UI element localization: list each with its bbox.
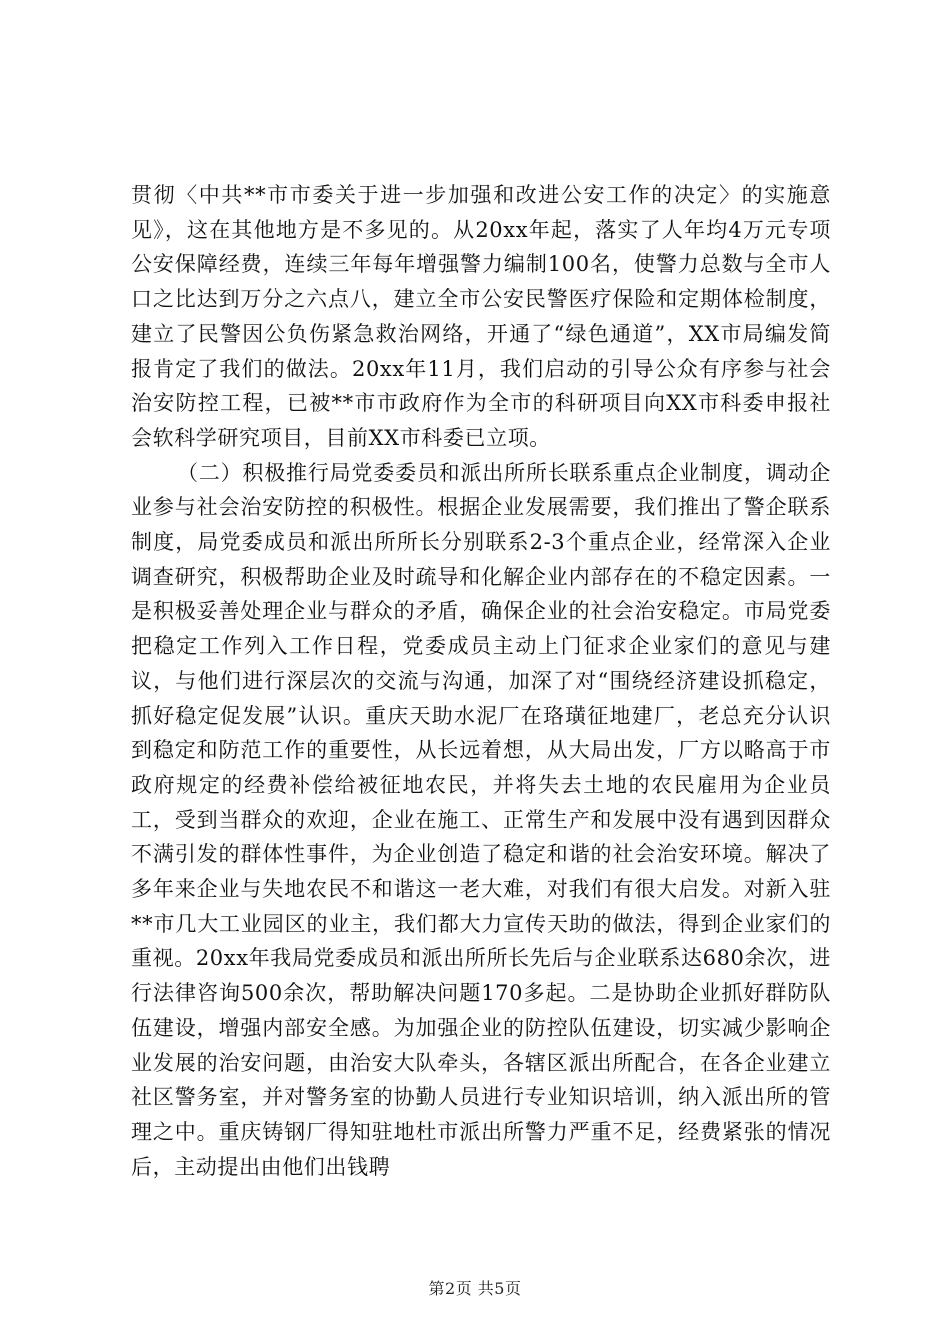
paragraph-1: 贯彻〈中共**市市委关于进一步加强和改进公安工作的决定〉的实施意见》，这在其他地方是不多见的。从20xx年起，落实了人年均4万元专项公安保障经费，连续三年每年增强警力编制100名，使警力总数与全市人口之比达到万分之六点八，建立全市公安民警医疗保险和定期体检制度，建立了民警因公负伤紧急救治网络，开通了“绿色通道”，XX市局编发简报肯定了我们的做法。20xx年11月，我们启动的引导公众有序参与社会治安防控工程，已被**市市政府作为全市的科研项目向XX市科委申报社会软科学研究项目，目前XX市科委已立项。 bbox=[131, 183, 831, 450]
paragraph-2: （二）积极推行局党委委员和派出所所长联系重点企业制度，调动企业参与社会治安防控的积极性。根据企业发展需要，我们推出了警企联系制度，局党委成员和派出所所长分别联系2-3个重点企业，经常深入企业调查研究，积极帮助企业及时疏导和化解企业内部存在的不稳定因素。一是积极妥善处理企业与群众的矛盾，确保企业的社会治安稳定。市局党委把稳定工作列入工作日程，党委成员主动上门征求企业家们的意见与建议，与他们进行深层次的交流与沟通，加深了对“围绕经济建设抓稳定，抓好稳定促发展”认识。重庆天助水泥厂在珞璜征地建厂，老总充分认识到稳定和防范工作的重要性，从长远着想，从大局出发，厂方以略高于市政府规定的经费补偿给被征地农民，并将失去土地的农民雇用为企业员工，受到当群众的欢迎，企业在施工、正常生产和发展中没有遇到因群众不满引发的群体性事件，为企业创造了稳定和谐的社会治安环境。解决了多年来企业与失地农民不和谐这一老大难，对我们有很大启发。对新入驻**市几大工业园区的业主，我们都大力宣传天助的做法，得到企业家们的重视。20xx年我局党委成员和派出所所长先后与企业联系达680余次，进行法律咨询500余次，帮助解决问题170多起。二是协助企业抓好群防队伍建设，增强内部安全感。为加强企业的防控队伍建设，切实减少影响企业发展的治安问题，由治安大队牵头，各辖区派出所配合，在各企业建立社区警务室，并对警务室的协勤人员进行专业知识培训，纳入派出所的管理之中。重庆铸钢厂得知驻地杜市派出所警力严重不足，经费紧张的情况后，主动提出由他们出钱聘 bbox=[131, 460, 831, 1179]
page-number-footer: 第2页 共5页 bbox=[428, 1279, 522, 1298]
document-body bbox=[131, 178, 831, 1184]
